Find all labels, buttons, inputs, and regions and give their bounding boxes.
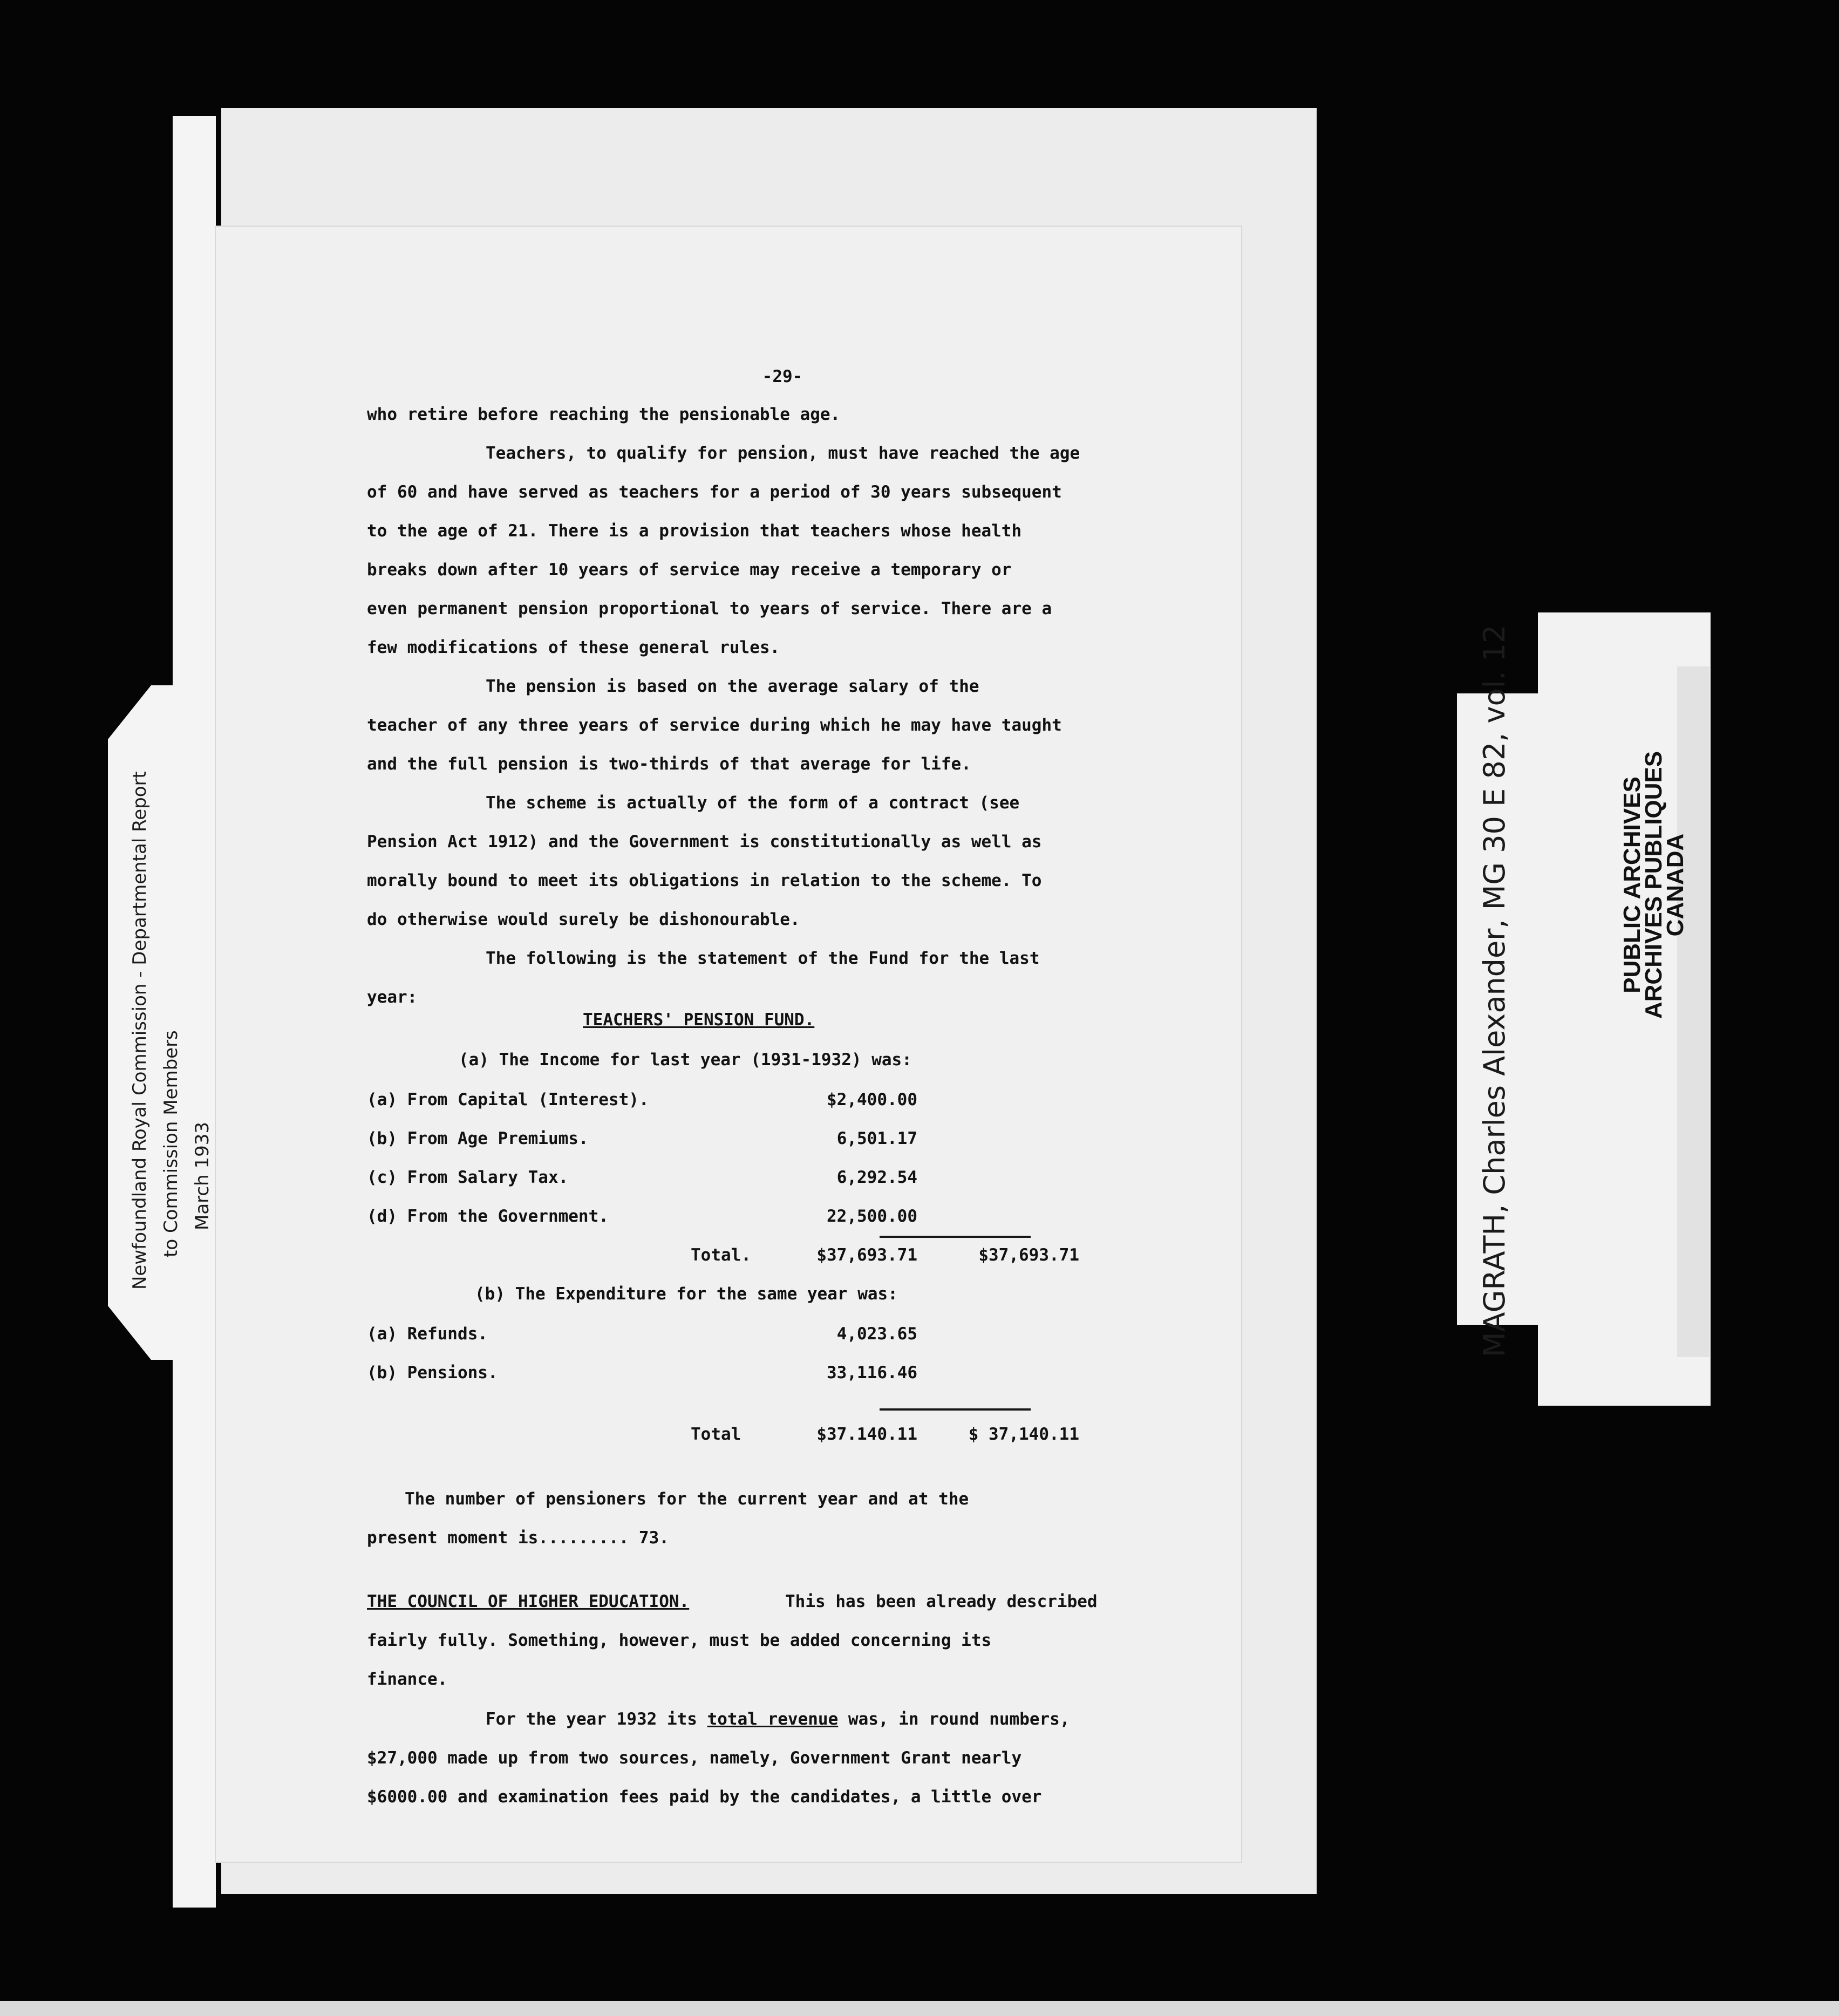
fund-heading: TEACHERS' PENSION FUND. <box>583 1010 815 1030</box>
expenditure-total: $37.140.11 <box>816 1425 917 1444</box>
note-line: to Commission Members <box>160 1030 182 1257</box>
text-line: The scheme is actually of the form of a contract (see <box>486 793 1020 813</box>
expenditure-label: (a) Refunds. <box>367 1324 488 1344</box>
stamp-line: ARCHIVES PUBLIQUES <box>1640 751 1667 1019</box>
text-line: who retire before reaching the pensionable age. <box>367 405 841 424</box>
text-line: of 60 and have served as teachers for a period of 30 years subsequent <box>367 482 1062 502</box>
text-line: year: <box>367 987 418 1007</box>
archive-reference: MAGRATH, Charles Alexander, MG 30 E 82, vol. 12 <box>1477 624 1511 1357</box>
text-line: $6000.00 and examination fees paid by the candidates, a little over <box>367 1787 1042 1807</box>
text-line: morally bound to meet its obligations in relation to the scheme. To <box>367 871 1042 890</box>
income-label: (a) From Capital (Interest). <box>367 1090 649 1109</box>
text-fragment: was, in round numbers, <box>838 1709 1070 1729</box>
text-line: finance. <box>367 1670 448 1689</box>
text-line: This has been already described <box>785 1592 1098 1611</box>
document-page <box>216 227 1241 1862</box>
income-amount: 22,500.00 <box>827 1207 917 1226</box>
income-total-label: Total. <box>691 1245 751 1265</box>
income-heading: (a) The Income for last year (1931-1932) was: <box>459 1050 912 1070</box>
page-number: -29- <box>762 367 803 386</box>
expenditure-total-label: Total <box>691 1425 741 1444</box>
text-line: The following is the statement of the Fund for the last <box>486 949 1040 968</box>
income-total: $37,693.71 <box>816 1245 917 1265</box>
expenditure-label: (b) Pensions. <box>367 1363 498 1382</box>
note-line: Newfoundland Royal Commission - Departmental Report <box>129 771 151 1290</box>
sum-rule <box>880 1236 1031 1238</box>
income-amount: 6,292.54 <box>836 1168 917 1187</box>
text-line: breaks down after 10 years of service may receive a temporary or <box>367 560 1012 580</box>
text-line: present moment is......... 73. <box>367 1528 669 1548</box>
expenditure-heading: (b) The Expenditure for the same year was: <box>475 1284 898 1304</box>
expenditure-amount: 4,023.65 <box>836 1324 917 1344</box>
text-line: few modifications of these general rules. <box>367 638 780 657</box>
text-line: The number of pensioners for the current year and at the <box>405 1489 969 1509</box>
text-line: Pension Act 1912) and the Government is constitutionally as well as <box>367 832 1042 852</box>
text-line: The pension is based on the average salary of the <box>486 677 979 696</box>
income-label: (d) From the Government. <box>367 1207 609 1226</box>
council-heading: THE COUNCIL OF HIGHER EDUCATION. <box>367 1592 690 1611</box>
text-line: do otherwise would surely be dishonourable. <box>367 910 800 929</box>
note-line: March 1933 <box>192 1122 213 1230</box>
expenditure-total-right: $ 37,140.11 <box>968 1425 1079 1444</box>
label-notch-fill <box>1538 612 1592 693</box>
text-line: to the age of 21. There is a provision that teachers whose health <box>367 521 1022 541</box>
income-label: (c) From Salary Tax. <box>367 1168 569 1187</box>
underlined-phrase: total revenue <box>707 1709 839 1729</box>
text-fragment: For the year 1932 its <box>486 1709 707 1729</box>
stamp-line: CANADA <box>1662 833 1688 937</box>
income-label: (b) From Age Premiums. <box>367 1129 589 1148</box>
income-amount: 6,501.17 <box>836 1129 917 1148</box>
archive-stamp <box>1619 745 1688 1025</box>
expenditure-amount: 33,116.46 <box>827 1363 917 1382</box>
film-edge <box>0 2001 1839 2016</box>
sum-rule <box>880 1408 1031 1411</box>
stamp-line: PUBLIC ARCHIVES <box>1619 777 1645 993</box>
text-line: even permanent pension proportional to years of service. There are a <box>367 599 1052 618</box>
handwritten-folder-note <box>124 761 218 1290</box>
income-amount: $2,400.00 <box>827 1090 917 1109</box>
revenue-line <box>486 1709 1070 1729</box>
text-line: fairly fully. Something, however, must be added concerning its <box>367 1631 992 1650</box>
text-line: and the full pension is two-thirds of that average for life. <box>367 754 971 774</box>
text-line: teacher of any three years of service during which he may have taught <box>367 716 1062 735</box>
income-total-right: $37,693.71 <box>978 1245 1079 1265</box>
text-line: $27,000 made up from two sources, namely, Government Grant nearly <box>367 1748 1022 1768</box>
text-line: Teachers, to qualify for pension, must have reached the age <box>486 444 1080 463</box>
